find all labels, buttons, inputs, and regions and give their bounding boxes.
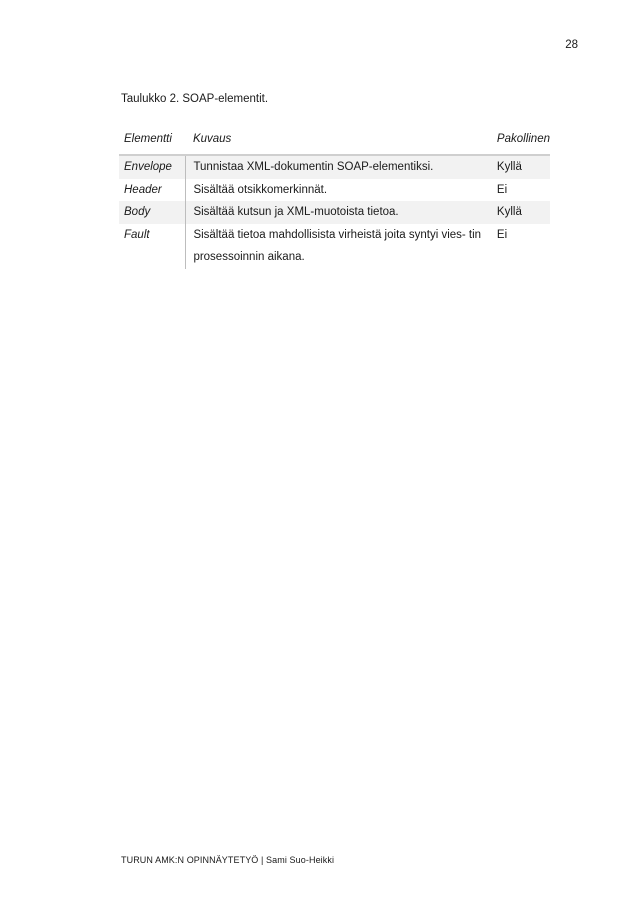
table-header: [119, 129, 550, 155]
page-footer: TURUN AMK:N OPINNÄYTETYÖ | Sami Suo-Heikki: [121, 855, 335, 865]
cell-element: Envelope: [119, 155, 186, 179]
cell-required: Kyllä: [490, 155, 550, 179]
cell-description: Sisältää kutsun ja XML-muotoista tietoa.: [186, 201, 490, 224]
cell-element: Header: [124, 183, 162, 196]
header-description: Kuvaus: [186, 129, 490, 155]
cell-required: Kyllä: [490, 201, 550, 224]
soap-elements-table: [119, 129, 550, 269]
cell-element: Body: [119, 201, 186, 224]
table-caption: Taulukko 2. SOAP-elementit.: [121, 93, 269, 105]
cell-required: Ei: [490, 179, 550, 202]
cell-description: Sisältää otsikkomerkinnät.: [186, 179, 490, 202]
cell-required: Ei: [490, 224, 550, 269]
header-required: Pakollinen: [490, 129, 550, 155]
table-header-row: [119, 129, 550, 155]
page-number: 28: [565, 39, 578, 51]
table-row: [119, 224, 550, 269]
header-element: Elementti: [119, 129, 186, 155]
cell-description: Sisältää tietoa mahdollisista virheistä joita syntyi vies- tin prosessoinnin aikana.: [186, 224, 490, 269]
table-body: [119, 155, 550, 269]
cell-element: Fault: [124, 228, 150, 241]
cell-description: Tunnistaa XML-dokumentin SOAP-elementiksi.: [186, 155, 490, 179]
table-row: [119, 155, 550, 179]
table-row: [119, 201, 550, 224]
table-row: [119, 179, 550, 202]
